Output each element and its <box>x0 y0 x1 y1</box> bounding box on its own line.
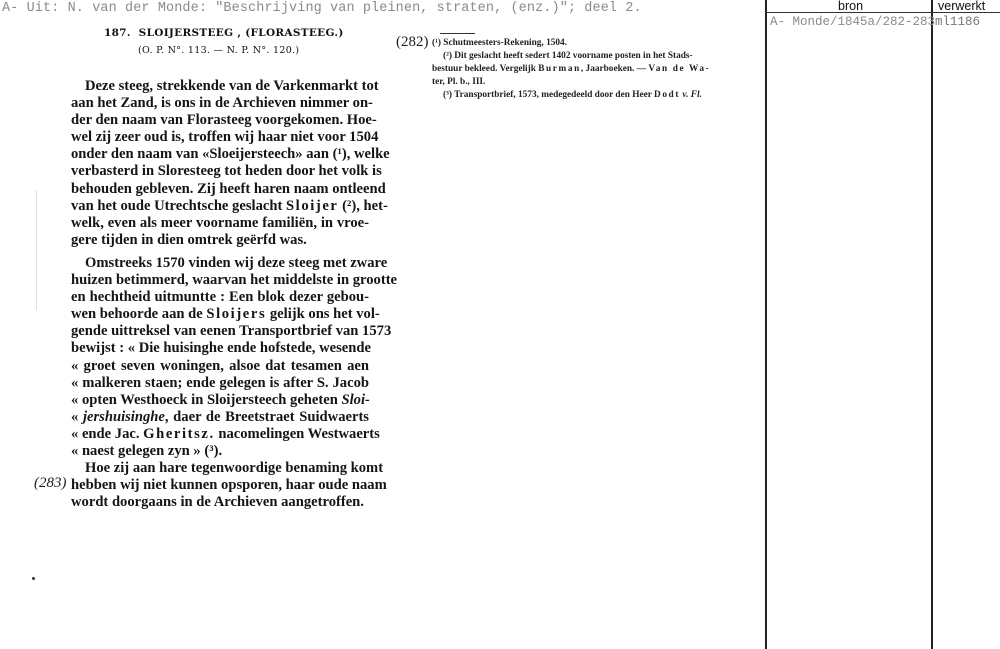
italic-run: v. Fl. <box>680 90 702 100</box>
body-line: « malkeren staen; ende gelegen is after S. Jacob <box>71 374 369 391</box>
body-line <box>71 197 388 215</box>
text-run: (³) Transportbrief, 1573, medegedeeld door den Heer <box>443 90 654 100</box>
table-cell-verwerkt: ml1186 <box>935 15 981 29</box>
text-run: , Jaarboeken. — <box>580 64 649 74</box>
text-run: , daer de Breetstraet Suidwaerts <box>164 408 369 425</box>
table-cell-bron: A- Monde/1845a/282-283 <box>770 15 936 29</box>
text-run: wen behoorde aan de <box>71 306 207 323</box>
footnote-2-line: (²) Dit geslacht heeft sedert 1402 voorname posten in het Stads- <box>443 51 693 61</box>
body-line: en hechtheid uitmuntte : Een blok dezer gebou- <box>71 289 369 306</box>
text-run: « <box>71 408 83 425</box>
body-line: behouden gebleven. Zij heeft haren naam ontleend <box>71 180 386 197</box>
text-run: (²), het- <box>338 197 388 214</box>
body-line <box>71 392 369 409</box>
page-marker-282: (282) <box>396 34 429 50</box>
body-line: Hoe zij aan hare tegenwoordige benaming komt <box>85 460 384 477</box>
column-header-bron: bron <box>838 0 864 13</box>
spaced-name: Sloijer <box>285 197 339 214</box>
column-header-verwerkt: verwerkt <box>938 0 986 13</box>
body-line: gende uittreksel van eenen Transportbrief van 1573 <box>71 323 392 340</box>
footnote-1: (¹) Schutmeesters-Rekening, 1504. <box>432 38 567 48</box>
spaced-name: Sloijers <box>206 306 267 323</box>
text-run: « opten Westhoeck in Sloijersteech geheten <box>71 391 342 408</box>
table-column-divider <box>765 0 767 649</box>
entry-title: 187. SLOIJERSTEEG , (FLORASTEEG.) <box>104 27 344 39</box>
text-run: « ende Jac. <box>71 425 144 442</box>
table-column-divider <box>931 0 933 649</box>
body-line: der den naam van Florasteeg voorgekomen. Hoe- <box>71 112 377 129</box>
source-reference-header: A- Uit: N. van der Monde: "Beschrijving van pleinen, straten, (enz.)"; deel 2. <box>2 1 642 16</box>
text-run: bestuur bekleed. Vergelijk <box>432 64 539 74</box>
body-line: wordt doorgaans in de Archieven aangetroffen. <box>71 494 364 511</box>
body-line: « groet seven woningen, alsoe dat tesamen aen <box>71 357 369 374</box>
footnote-2-line: ter, Pl. b., III. <box>432 77 486 87</box>
body-line: verbasterd in Sloresteeg tot heden door het volk is <box>71 163 382 180</box>
body-line: welk, even als meer voorname familiën, in vroe- <box>71 214 369 231</box>
body-line: gere tijden in dien omtrek geërfd was. <box>71 231 307 248</box>
italic-run: jershuisinghe <box>82 408 165 425</box>
entry-subtitle: (O. P. N°. 113. — N. P. N°. 120.) <box>138 45 300 56</box>
body-line <box>71 409 369 426</box>
footnote-rule <box>440 33 475 34</box>
italic-run: Sloi- <box>341 391 370 408</box>
footnote-3 <box>432 89 737 102</box>
body-line: Omstreeks 1570 vinden wij deze steeg met zware <box>85 254 388 271</box>
text-run: gelijk ons het vol- <box>266 306 380 323</box>
body-line: bewijst : « Die huisinghe ende hofstede, wesende <box>71 340 371 357</box>
body-line: onder den naam van «Sloeijersteech» aan (¹), welke <box>71 146 390 163</box>
spaced-name: Van de Wa- <box>648 64 711 74</box>
body-line: huizen betimmerd, waarvan het middelste in grootte <box>71 272 398 289</box>
scan-artifact-dot <box>32 577 35 580</box>
spaced-name: Gheritsz. <box>143 425 215 442</box>
scan-artifact-line <box>36 190 37 310</box>
page-marker-283: (283) <box>34 475 67 491</box>
body-line: Deze steeg, strekkende van de Varkenmarkt tot <box>85 78 379 94</box>
body-line <box>71 306 380 323</box>
spaced-name: Burman <box>538 64 581 74</box>
entry-body <box>71 78 398 511</box>
footnotes <box>432 37 737 102</box>
text-run: van het oude Utrechtsche geslacht <box>71 197 286 214</box>
footnote-2-line <box>432 63 737 76</box>
body-line: hebben wij niet kunnen opsporen, haar oude naam <box>71 477 387 494</box>
spaced-name: Dodt <box>654 90 681 100</box>
body-line: aan het Zand, is ons in de Archieven nimmer on- <box>71 95 373 112</box>
body-line: wel zij zeer oud is, troffen wij haar niet voor 1504 <box>71 129 379 146</box>
text-run: nacomelingen Westwaerts <box>214 425 380 442</box>
body-line <box>71 425 380 443</box>
body-line: « naest gelegen zyn » (³). <box>71 442 223 459</box>
